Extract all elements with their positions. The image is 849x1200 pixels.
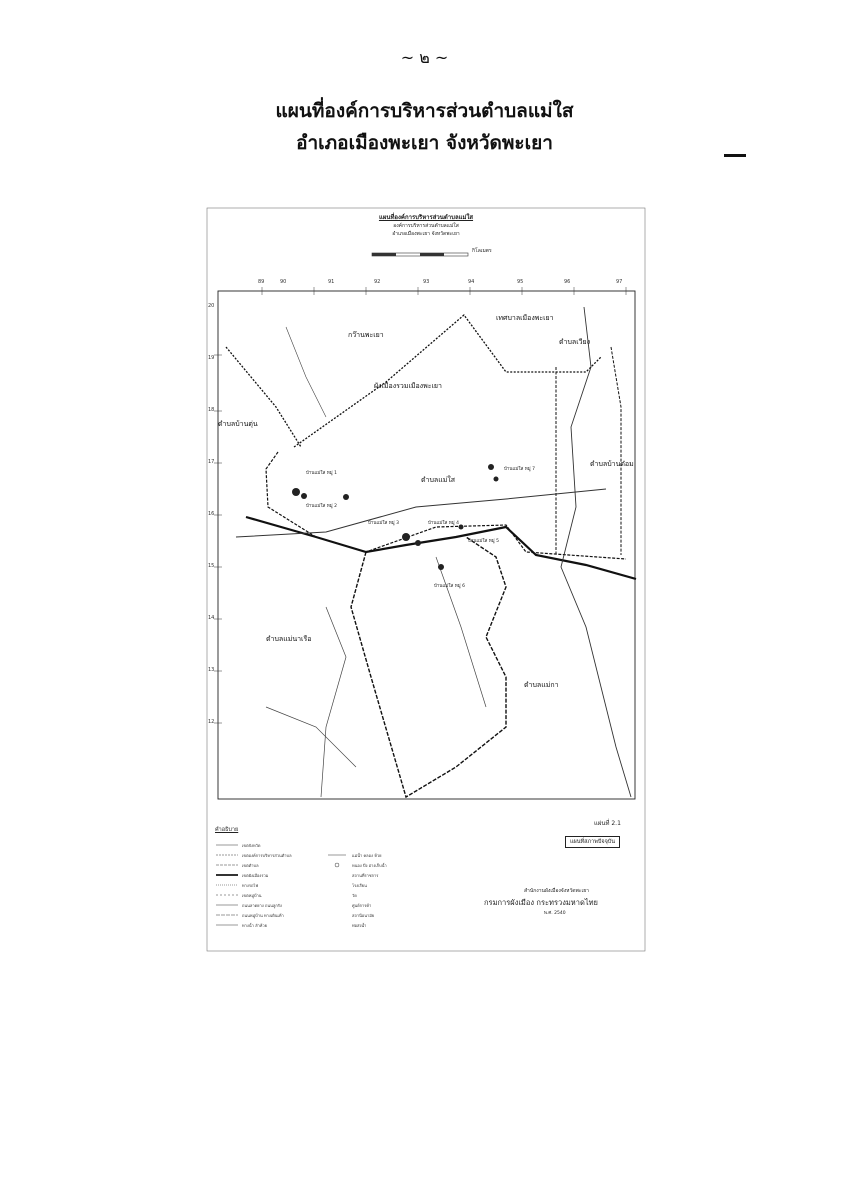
village-label: บ้านแม่ใส หมู่ 3 <box>368 521 399 526</box>
legend-item: เขตจังหวัด <box>242 843 261 848</box>
legend-item: ทางน้ำ ลำห้วย <box>242 923 268 928</box>
legend-item: สถานที่ราชการ <box>352 873 379 878</box>
map-sheet <box>206 207 646 952</box>
grid-label-top: 93 <box>423 279 430 285</box>
grid-label-left: 16 <box>208 511 215 517</box>
place-label: ตำบลบ้านต๋อม <box>590 460 634 468</box>
legend-item: เขตองค์การบริหารส่วนตำบล <box>242 853 292 858</box>
village-label: บ้านแม่ใส หมู่ 2 <box>306 504 337 509</box>
legend-item: หนอง บึง อ่างเก็บน้ำ <box>352 863 387 868</box>
map-title: แผนที่องค์การบริหารส่วนตำบลแม่ใส <box>378 214 474 221</box>
grid-label-top: 96 <box>564 279 571 285</box>
agency-line-1: สำนักงานผังเมืองจังหวัดพะเยา <box>524 888 589 894</box>
map-subtitle-2: อำเภอเมืองพะเยา จังหวัดพะเยา <box>392 231 460 237</box>
village-label: บ้านแม่ใส หมู่ 1 <box>306 471 337 476</box>
agency-line-2: กรมการผังเมือง กระทรวงมหาดไทย <box>484 898 598 907</box>
legend-item: สถานีอนามัย <box>352 913 375 918</box>
legend-item: วัด <box>352 893 357 898</box>
page-number: ~ ๒ ~ <box>400 48 449 67</box>
grid-label-left: 14 <box>208 615 215 621</box>
legend-item: ศูนย์การค้า <box>352 903 372 908</box>
grid-label-top: 94 <box>468 279 475 285</box>
place-label: ตำบลบ้านตุ่น <box>218 420 258 428</box>
legend-item: ท่อส่งน้ำ <box>352 923 367 928</box>
legend-title: คำอธิบาย <box>215 827 239 833</box>
map-subtitle-1: องค์การบริหารส่วนตำบลแม่ใส <box>393 223 459 229</box>
village-label: บ้านแม่ใส หมู่ 5 <box>468 539 499 544</box>
grid-label-left: 20 <box>208 303 215 309</box>
scale-label: กิโลเมตร <box>472 248 492 254</box>
place-label: ตำบลแม่นาเรือ <box>266 635 312 643</box>
legend-item: ถนนหมู่บ้าน ทางเดินเท้า <box>242 913 284 918</box>
margin-mark <box>724 154 746 157</box>
grid-label-left: 13 <box>208 667 215 673</box>
place-label: กว๊านพะเยา <box>348 331 384 339</box>
legend-item: ถนนลาดยาง ถนนลูกรัง <box>242 903 282 908</box>
grid-label-left: 12 <box>208 719 215 725</box>
grid-label-left: 17 <box>208 459 215 465</box>
grid-label-top: 95 <box>517 279 524 285</box>
place-label: ตำบลแม่กา <box>524 681 559 689</box>
legend-item: แม่น้ำ คลอง ห้วย <box>352 853 382 858</box>
grid-label-left: 15 <box>208 563 215 569</box>
grid-label-top: 90 <box>280 279 287 285</box>
place-label: ตำบลแม่ใส <box>421 476 456 484</box>
agency-line-3: พ.ศ. 2540 <box>544 911 566 916</box>
grid-label-top: 97 <box>616 279 623 285</box>
legend-item: เขตผังเมืองรวม <box>242 873 269 878</box>
grid-label-top: 91 <box>328 279 335 285</box>
grid-label-top: 92 <box>374 279 381 285</box>
page-subtitle: อำเภอเมืองพะเยา จังหวัดพะเยา <box>296 132 553 154</box>
grid-label-left: 19 <box>208 355 215 361</box>
legend-item: ทางรถไฟ <box>242 883 259 888</box>
village-label: บ้านแม่ใส หมู่ 7 <box>504 467 535 472</box>
village-label: บ้านแม่ใส หมู่ 6 <box>434 584 465 589</box>
place-label: เทศบาลเมืองพะเยา <box>496 314 554 322</box>
place-label: ตำบลเวียง <box>559 338 591 346</box>
legend-item: เขตหมู่บ้าน <box>242 893 262 898</box>
place-label: ผังเมืองรวมเมืองพะเยา <box>374 382 442 390</box>
village-label: บ้านแม่ใส หมู่ 4 <box>428 521 459 526</box>
grid-label-left: 18 <box>208 407 215 413</box>
legend-item: โรงเรียน <box>352 883 367 888</box>
legend-item: เขตตำบล <box>242 863 259 868</box>
sheet-status: แผนที่สภาพปัจจุบัน <box>565 836 620 848</box>
grid-label-top: 89 <box>258 279 265 285</box>
page-title: แผนที่องค์การบริหารส่วนตำบลแม่ใส <box>275 100 574 122</box>
sheet-number: แผ่นที่ 2.1 <box>594 820 621 827</box>
